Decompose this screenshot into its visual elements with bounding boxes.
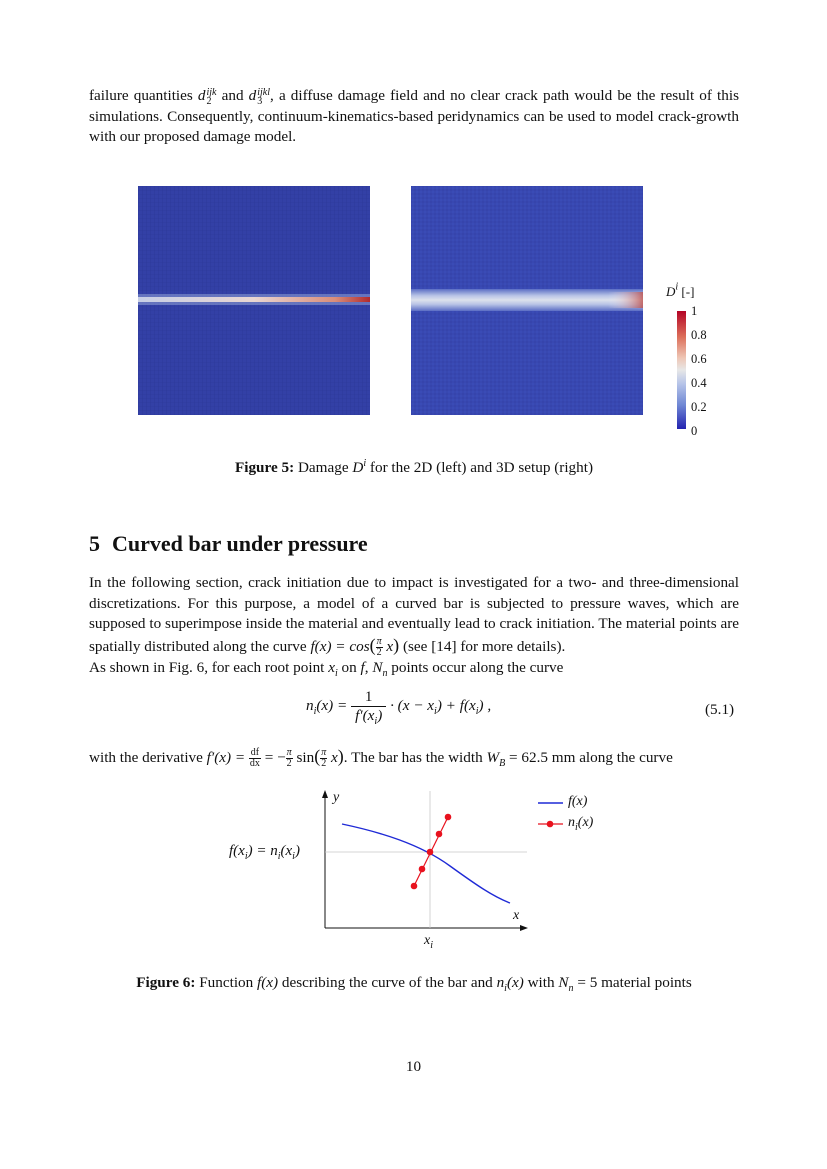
fxi-sub-2: i: [277, 851, 281, 862]
d3-sup: ijkl: [257, 86, 271, 98]
d2-sub: 2: [206, 95, 212, 107]
colorbar-gradient: [677, 311, 686, 429]
figure6-x-label: x: [513, 908, 520, 923]
figure6-caption-N: N: [558, 974, 569, 991]
figure6-caption-text-3: with: [523, 974, 559, 991]
colorbar-tick-08: 0.8: [691, 328, 707, 342]
figure5-caption-var: D: [352, 459, 364, 476]
body-text-3: As shown in Fig. 6, for each root point: [89, 658, 329, 676]
eq-lhs-arg: (x) =: [316, 696, 352, 714]
figure5-caption-sup: i: [363, 457, 367, 469]
deriv-fp: f′(x) =: [206, 749, 249, 766]
colorbar-title-sup: i: [675, 281, 679, 293]
figure6-curve: [342, 824, 510, 903]
figure6-caption-text-2: describing the curve of the bar and: [278, 974, 497, 991]
eq-frac-den-sub: i: [374, 716, 378, 728]
damage-plot-2d-graphic: [138, 186, 370, 415]
body-pi-frac: [376, 637, 383, 658]
eq-rhs: · (x − x: [386, 696, 435, 714]
eq-rhs2-sub: i: [475, 706, 479, 718]
body-text-2: (see [14] for more details).: [399, 637, 566, 655]
fxi-a: f(x: [229, 843, 245, 859]
section-heading: [89, 531, 368, 557]
body-f: f: [360, 658, 365, 676]
eq-rhs-sub: i: [434, 706, 437, 718]
intro-paragraph: [89, 86, 739, 148]
d2-sup: ijk: [206, 86, 217, 98]
fxi-sub-3: i: [292, 851, 295, 862]
fxi-d: ): [294, 843, 300, 859]
body-text-5: ,: [364, 658, 373, 676]
body-paragraph: In the following section, crack initiation due to impact is investigated for a two- and three-dimensional discretizations. For this purpose, a model of a curved bar is subjected to pressure waves, which are supposed to superimpose inside the material and eventually lead to crack initiation. The material points are spatially distributed along the curve f(x) = cos( $\frac{\pi}{2}$ x) (see [14] for more details). As shown in Fig. 6, for each root point $x_i$ on f, $N_n$ points occur along the curve: [89, 574, 739, 679]
figure6-caption-text-4: = 5 material points: [573, 974, 692, 991]
figure6-point-2: [419, 866, 426, 873]
fxi-sub-1: i: [244, 851, 248, 862]
fxi-c: (x: [280, 843, 293, 859]
deriv-dfdx: [249, 748, 261, 769]
deriv-sin: sin: [292, 749, 315, 766]
body-text-6: points occur along the curve: [387, 658, 564, 676]
colorbar-ticks: [691, 304, 731, 436]
eq-fraction: [351, 688, 386, 728]
deriv-text-2: . The bar has the width: [343, 749, 487, 766]
deriv-two: 2: [286, 758, 292, 770]
deriv-pi-2: π: [321, 747, 327, 759]
figure6-point-1: [411, 883, 418, 890]
figure5-caption: [89, 459, 739, 477]
deriv-eq: = −: [260, 749, 286, 766]
colorbar-title-unit: [-]: [678, 284, 695, 299]
figure6-xi-base: x: [424, 933, 431, 948]
deriv-W: W: [486, 749, 500, 766]
intro-text-3: , a diffuse damage field and no clear crack path would be the result of this simulations. Consequently, continuum-kinematics-based peridynamics can be used to model crack-growth with our proposed damage model.: [89, 87, 739, 145]
legend-n-end: (x): [577, 815, 594, 830]
body-fx: f(x) = cos: [310, 637, 370, 655]
figure6-caption-n-end: (x): [506, 974, 524, 991]
colorbar-tick-02: 0.2: [691, 400, 707, 414]
deriv-text-3: = 62.5 mm along the curve: [505, 749, 673, 766]
eq-lhs: n: [306, 696, 314, 714]
deriv-W-sub: B: [499, 758, 506, 770]
eq-lhs-sub: i: [313, 706, 317, 718]
legend-n-label: [568, 815, 593, 831]
body-two: 2: [376, 646, 382, 658]
figure5-caption-text-1: Damage: [294, 459, 353, 476]
section-title: Curved bar under pressure: [112, 531, 368, 556]
figure6-caption-f: f(x): [257, 974, 279, 991]
colorbar-tick-1: 1: [691, 304, 698, 318]
derivative-line: with the derivative f′(x) = $\frac{df}{dx}$ = − $\frac{\pi}{2}$ sin( $\frac{\pi}{2}$ x). The bar has the width $W_B = 62.5$ mm along the curve: [89, 746, 673, 770]
equation-number: (5.1): [705, 701, 735, 718]
fxi-b: ) = n: [247, 843, 278, 859]
figure6-fxi-label: [229, 843, 300, 860]
figure6-caption-N-sub: n: [568, 983, 574, 995]
eq-frac-den-end: ): [377, 707, 383, 724]
body-text-4: on: [337, 658, 361, 676]
figure6-caption-label: Figure 6:: [136, 974, 196, 991]
deriv-pi: π: [286, 747, 292, 759]
damage-plot-3d: [411, 186, 643, 415]
body-xi-sub: i: [334, 667, 338, 679]
body-pi: π: [376, 635, 382, 647]
d3-symbol: d: [248, 87, 257, 104]
figure6-graphic: [220, 788, 620, 958]
legend-n-sub: i: [575, 821, 578, 833]
intro-text-2: and: [216, 87, 249, 104]
damage-plot-2d: [138, 186, 370, 415]
eq-frac-den: f′(x: [355, 707, 375, 724]
deriv-df: df: [250, 747, 260, 759]
eq-frac-num: 1: [351, 688, 386, 707]
section-number: 5: [89, 531, 100, 556]
deriv-x: x: [327, 749, 338, 766]
figure6-y-label: y: [333, 790, 340, 805]
body-x: x: [382, 637, 394, 655]
page-number: 10: [405, 1058, 422, 1075]
figure6-caption-n-sub: i: [504, 983, 507, 995]
deriv-text-1: with the derivative: [89, 749, 207, 766]
figure6-caption-n: n: [496, 974, 505, 991]
figure5-caption-label: Figure 5:: [234, 459, 295, 476]
figure6-xi-label: [424, 933, 433, 949]
body-text-1: In the following section, crack initiation due to impact is investigated for a two- and three-dimensional discretizations. For this purpose, a model of a curved bar is subjected to pressure waves, which are supposed to superimpose inside the material and eventually lead to crack initiation. The material points are spatially distributed along the curve: [89, 574, 739, 655]
figure5-caption-text-2: for the 2D (left) and 3D setup (right): [366, 459, 594, 476]
d3-sub: 3: [257, 95, 263, 107]
figure6-y-arrow: [322, 790, 328, 798]
eq-rhs3: ) ,: [478, 696, 492, 714]
figure6-point-3: [427, 849, 434, 856]
d2-symbol: d: [197, 87, 206, 104]
figure6-point-4: [436, 831, 443, 838]
figure6-caption-text-1: Function: [195, 974, 258, 991]
colorbar-tick-06: 0.6: [691, 352, 707, 366]
legend-f-label: f(x): [568, 794, 588, 809]
figure6-xi-sub: i: [430, 939, 433, 951]
colorbar-tick-04: 0.4: [691, 376, 707, 390]
legend-n-marker: [547, 821, 554, 828]
deriv-dx: dx: [249, 758, 260, 770]
colorbar-title-var: D: [666, 284, 676, 299]
body-N-sub: n: [382, 667, 388, 679]
figure6: [220, 788, 620, 958]
equation-5-1: [306, 688, 492, 728]
body-xi: x: [328, 658, 335, 676]
colorbar-tick-0: 0: [691, 424, 698, 438]
damage-plot-3d-graphic: [411, 186, 643, 415]
eq-rhs2: ) + f(x: [436, 696, 476, 714]
deriv-pi-frac: [286, 748, 293, 769]
intro-text-1: failure quantities: [89, 87, 198, 104]
figure6-x-arrow: [520, 925, 528, 931]
legend-n-base: n: [568, 815, 575, 830]
body-N: N: [372, 658, 383, 676]
colorbar-title: [666, 283, 694, 301]
deriv-two-2: 2: [321, 758, 327, 770]
figure6-point-5: [445, 814, 452, 821]
figure6-caption: [89, 974, 739, 995]
